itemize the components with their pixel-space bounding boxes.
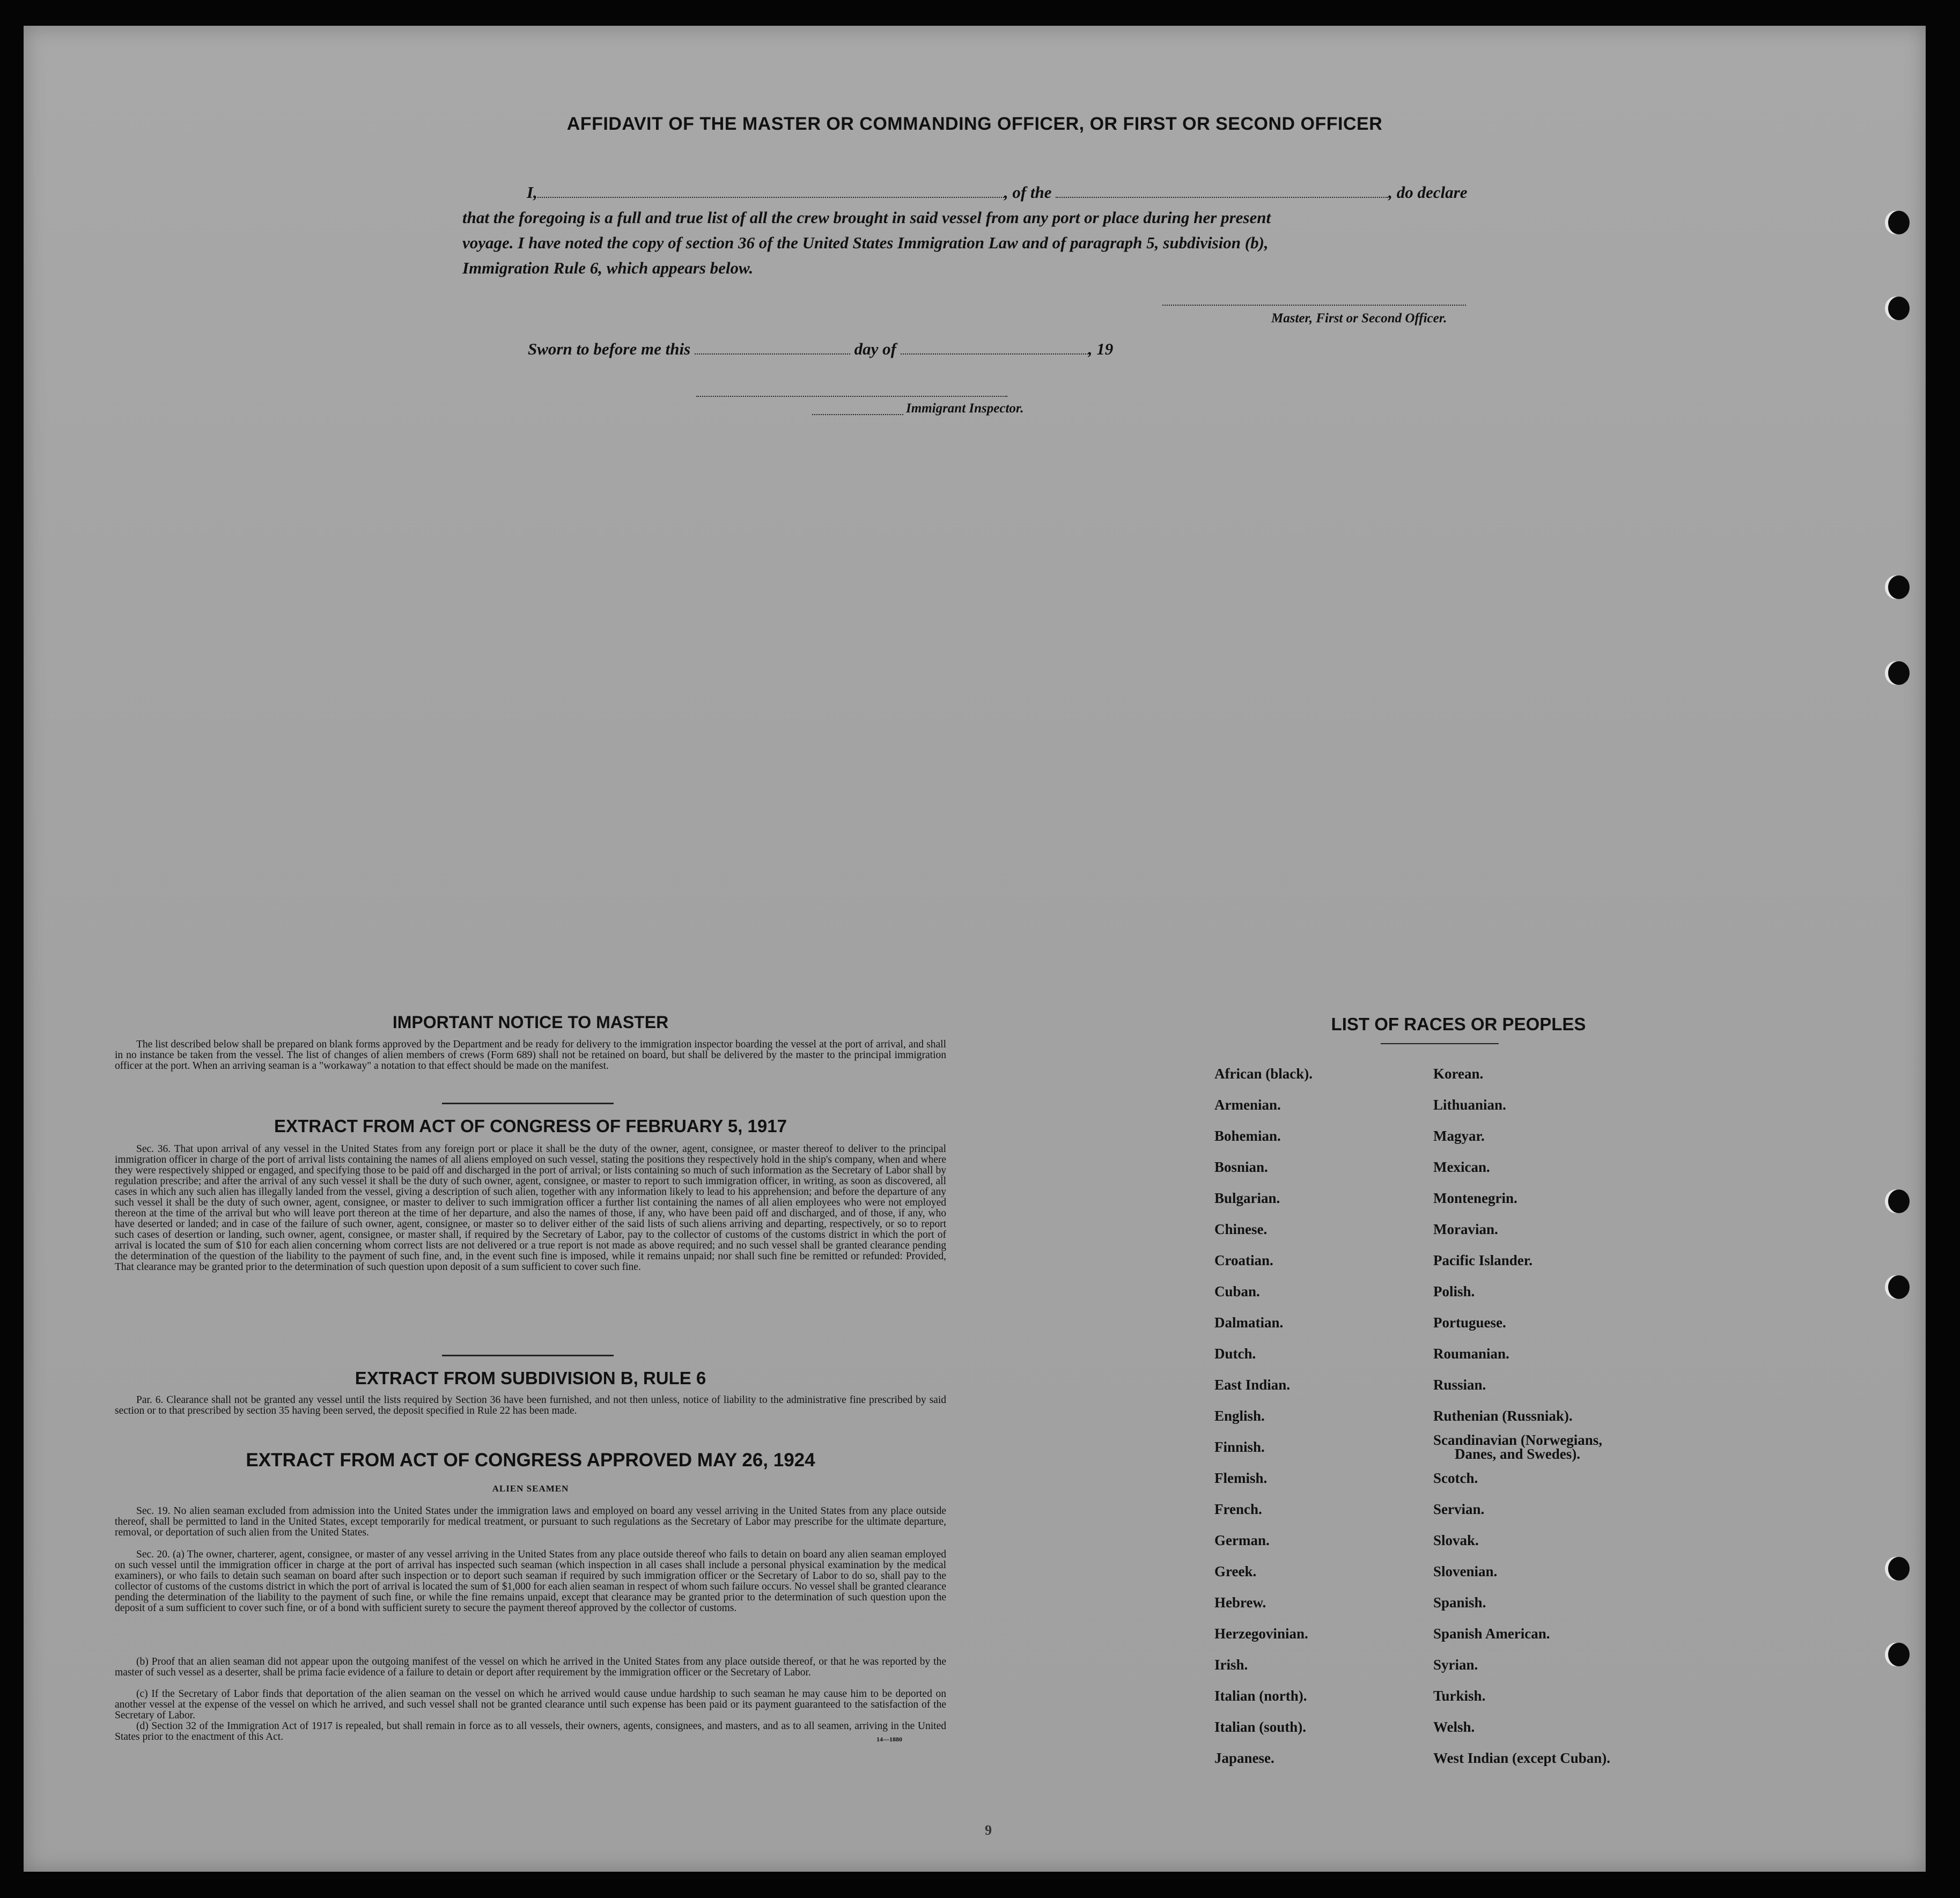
race-item: Bohemian. <box>1214 1128 1281 1144</box>
inspector-signature-underline <box>812 414 903 415</box>
affidavit-i: I, <box>527 183 537 202</box>
affidavit-of-the: , of the <box>1004 183 1052 202</box>
extract-1924-sec20c: (c) If the Secretary of Labor finds that deportation of the alien seaman on the vessel on which he arrived would cause undue hardship to such seaman he may cause him to be deported on another vessel at the expense of the vessel on which he arrived, and such vessel shall not be granted clearance until such expense has been paid or its payment guaranteed to the satisfaction of the Secretary of Labor. <box>115 1688 946 1721</box>
race-item: Italian (south). <box>1214 1719 1307 1735</box>
race-item: French. <box>1214 1501 1262 1517</box>
races-right-column <box>1433 1058 1610 1774</box>
race-item: Korean. <box>1433 1066 1484 1082</box>
form-number: 14—1880 <box>876 1735 902 1743</box>
race-item: Russian. <box>1433 1377 1486 1393</box>
race-item: Roumanian. <box>1433 1346 1509 1362</box>
race-item: Flemish. <box>1214 1470 1268 1486</box>
extract-1917-title: EXTRACT FROM ACT OF CONGRESS OF FEBRUARY 5, 1917 <box>274 1116 787 1136</box>
race-item: English. <box>1214 1408 1265 1424</box>
punch-hole <box>1888 661 1910 685</box>
race-item: Hebrew. <box>1214 1594 1266 1611</box>
race-item: Dutch. <box>1214 1346 1256 1362</box>
punch-hole <box>1888 211 1910 234</box>
race-item: Japanese. <box>1214 1750 1274 1766</box>
race-item: African (black). <box>1214 1066 1313 1082</box>
race-item: Greek. <box>1214 1563 1257 1579</box>
extract-1924-title: EXTRACT FROM ACT OF CONGRESS APPROVED MAY 26, 1924 <box>246 1450 815 1471</box>
punch-hole <box>1888 1190 1910 1213</box>
race-item: Bulgarian. <box>1214 1190 1280 1206</box>
affidavit-line-3: voyage. I have noted the copy of section 36 of the United States Immigration Law and of paragraph 5, subdivision (b), <box>462 233 1269 252</box>
section-divider <box>442 1103 614 1104</box>
race-item: Dalmatian. <box>1214 1314 1284 1331</box>
race-item: Cuban. <box>1214 1283 1260 1299</box>
extract-1924-sec20b: (b) Proof that an alien seaman did not appear upon the outgoing manifest of the vessel on which he arrived in the United States from any place outside thereof, or that he was reported by the master of such vessel as a deserter, shall be prima facie evidence of a failure to detain or deport after requirement by the immigration officer or the Secretary of Labor. <box>115 1656 946 1678</box>
race-item: Italian (north). <box>1214 1688 1307 1704</box>
notice-text: The list described below shall be prepared on blank forms approved by the Department and be ready for delivery to the immigration inspector boarding the vessel at the port of arrival, and shall in no instance be taken from the vessel. The list of changes of alien members of crews (Form 689) shall not be retained on board, but shall be delivered by the master to the principal immigration officer at the port. When an arriving seaman is a "workaway" a notation to that effect should be made on the manifest. <box>115 1039 946 1072</box>
subdivision-b-title: EXTRACT FROM SUBDIVISION B, RULE 6 <box>355 1368 706 1388</box>
race-item: Scotch. <box>1433 1470 1478 1486</box>
race-item: Welsh. <box>1433 1719 1475 1735</box>
race-item: Moravian. <box>1433 1221 1498 1237</box>
races-left-column <box>1214 1058 1313 1774</box>
race-item: Danes, and Swedes). <box>1455 1446 1581 1462</box>
punch-hole <box>1888 1557 1910 1581</box>
race-item: Servian. <box>1433 1501 1485 1517</box>
race-item: Armenian. <box>1214 1097 1281 1113</box>
inspector-label: Immigrant Inspector. <box>906 401 1024 416</box>
master-signature-field[interactable] <box>1162 305 1466 306</box>
race-item: Lithuanian. <box>1433 1097 1506 1113</box>
race-item: Ruthenian (Russniak). <box>1433 1408 1573 1424</box>
punch-hole <box>1888 1275 1910 1299</box>
sworn-prefix: Sworn to before me this <box>528 339 691 358</box>
race-item: Scandinavian (Norwegians, <box>1433 1432 1603 1448</box>
extract-1924-sec20a: Sec. 20. (a) The owner, charterer, agent, consignee, or master of any vessel arriving in the United States from any place outside thereof who fails to detain on board any alien seaman employed on such vessel until the immigration officer in charge at the port of arrival has inspected such seaman (which inspection in all cases shall include a personal physical examination by the medical examiners), or who fails to detain such seaman on board after such inspection or to deport such seaman if required by such immigration officer or the Secretary of Labor to do so, shall pay to the collector of customs of the customs district in which the port of arrival is located the sum of $1,000 for each alien seaman in respect of whom such failure occurs. No vessel shall be granted clearance pending the determination of the liability to the payment of such fine, or while the fine remains unpaid, except that clearance may be granted prior to the determination of such question upon the deposit of a sum sufficient to cover such fine, or of a bond with sufficient surety to secure the payment thereof approved by the collector of customs. <box>115 1549 946 1614</box>
alien-seamen-subtitle: ALIEN SEAMEN <box>492 1483 569 1494</box>
punch-hole <box>1888 1643 1910 1666</box>
affidavit-declare: , do declare <box>1388 183 1468 202</box>
race-item: Spanish. <box>1433 1594 1486 1611</box>
affidavit-line-4: Immigration Rule 6, which appears below. <box>462 259 754 277</box>
sworn-line <box>528 337 1601 361</box>
sworn-month-field[interactable] <box>901 342 1088 355</box>
punch-hole <box>1888 297 1910 320</box>
affidavit-title: AFFIDAVIT OF THE MASTER OR COMMANDING OFFICER, OR FIRST OR SECOND OFFICER <box>566 114 1383 134</box>
inspector-signature-field[interactable] <box>696 396 1007 397</box>
race-item: Mexican. <box>1433 1159 1490 1175</box>
vessel-name-field[interactable] <box>1056 185 1388 198</box>
race-item: Slovak. <box>1433 1532 1479 1548</box>
race-item: Portuguese. <box>1433 1314 1506 1331</box>
race-item: Irish. <box>1214 1657 1248 1673</box>
bleed-through-heading <box>356 79 362 104</box>
race-item: German. <box>1214 1532 1270 1548</box>
affidavit-line-1 <box>462 180 1535 205</box>
punch-hole <box>1888 575 1910 599</box>
sworn-day-number-field[interactable] <box>695 342 850 355</box>
race-item: Bosnian. <box>1214 1159 1268 1175</box>
race-item: Chinese. <box>1214 1221 1268 1237</box>
race-item: Montenegrin. <box>1433 1190 1517 1206</box>
races-title: LIST OF RACES OR PEOPLES <box>1331 1014 1586 1034</box>
race-item: Herzegovinian. <box>1214 1626 1308 1642</box>
race-item: Polish. <box>1433 1283 1475 1299</box>
race-item: Slovenian. <box>1433 1563 1498 1579</box>
extract-1924-sec20d: (d) Section 32 of the Immigration Act of 1917 is repealed, but shall remain in force as to all vessels, their owners, agents, consignees, and masters, and as to all seamen, arriving in the United States prior to the enactment of this Act. <box>115 1720 946 1742</box>
extract-1917-text: Sec. 36. That upon arrival of any vessel in the United States from any foreign port or place it shall be the duty of the owner, agent, consignee, or master thereof to deliver to the principal immigration officer in charge of the port of arrival lists containing the names of all aliens employed on such vessel, stating the positions they respectively hold in the ship's company, when and where they were respectively shipped or engaged, and specifying those to be paid off and discharged in the port of arrival; or lists containing so much of such information as the Secretary of Labor shall by regulation prescribe; and after the arrival of any such vessel it shall be the duty of such owner, agent, consignee, or master to report to such immigration officer, in writing, as soon as discovered, all cases in which any such alien has illegally landed from the vessel, giving a description of such alien, together with any information likely to lead to his apprehension; and before the departure of any such vessel it shall be the duty of such owner, agent, consignee, or master to deliver to such immigration officer a further list containing the names of all alien employees who were not employed thereon at the time of the arrival but who will leave port thereon at the time of her departure, and also the names of those, if any, who have been paid off and discharged, and of those, if any, who have deserted or landed; and in case of the failure of such owner, agent, consignee, or master so to deliver either of the said lists of such aliens arriving and departing, respectively, or so to report such cases of desertion or landing, such owner, agent, consignee, or master shall, if required by the Secretary of Labor, pay to the collector of customs of the customs district in which the port of arrival is located the sum of $10 for each alien concerning whom correct lists are not delivered or a true report is not made as above required; and no such vessel shall be granted clearance pending the determination of the question of the liability to the payment of such fine, and, in the event such fine is imposed, while it remains unpaid; nor shall such fine be remitted or refunded: Provided, That clearance may be granted prior to the determination of such question upon deposit of a sum sufficient to cover such fine. <box>115 1143 946 1273</box>
race-item: Finnish. <box>1214 1439 1265 1455</box>
race-item: East Indian. <box>1214 1377 1291 1393</box>
document-sheet <box>24 26 1926 1872</box>
race-item: Spanish American. <box>1433 1626 1550 1642</box>
subdivision-b-text: Par. 6. Clearance shall not be granted any vessel until the lists required by Section 36 have been furnished, and not then unless, notice of liability to the administrative fine prescribed by said section or to that prescribed by section 35 having been served, the deposit specified in Rule 22 has been made. <box>115 1394 946 1416</box>
affidavit-line-2: that the foregoing is a full and true list of all the crew brought in said vessel from any port or place during her present <box>462 208 1271 227</box>
race-item: Croatian. <box>1214 1252 1273 1268</box>
page-mark: 9 <box>985 1822 992 1838</box>
section-divider <box>442 1355 614 1356</box>
race-item: Turkish. <box>1433 1688 1486 1704</box>
sworn-day-label: day of <box>854 339 896 358</box>
race-item-scandinavian <box>1433 1431 1610 1463</box>
notice-title: IMPORTANT NOTICE TO MASTER <box>392 1013 669 1032</box>
races-title-underline <box>1381 1043 1499 1044</box>
race-item: West Indian (except Cuban). <box>1433 1750 1611 1766</box>
race-item: Pacific Islander. <box>1433 1252 1532 1268</box>
race-item: Syrian. <box>1433 1657 1478 1673</box>
sworn-year: , 19 <box>1088 339 1114 358</box>
master-signature-label: Master, First or Second Officer. <box>1271 311 1447 326</box>
extract-1924-sec19: Sec. 19. No alien seaman excluded from admission into the United States under the immigration laws and employed on board any vessel arriving in the United States from any place outside thereof, shall be permitted to land in the United States, except temporarily for medical treatment, or pursuant to such regulations as the Secretary of Labor may prescribe for the ultimate departure, removal, or deportation of such alien from the United States. <box>115 1505 946 1538</box>
officer-name-field[interactable] <box>537 185 1004 198</box>
race-item: Magyar. <box>1433 1128 1485 1144</box>
